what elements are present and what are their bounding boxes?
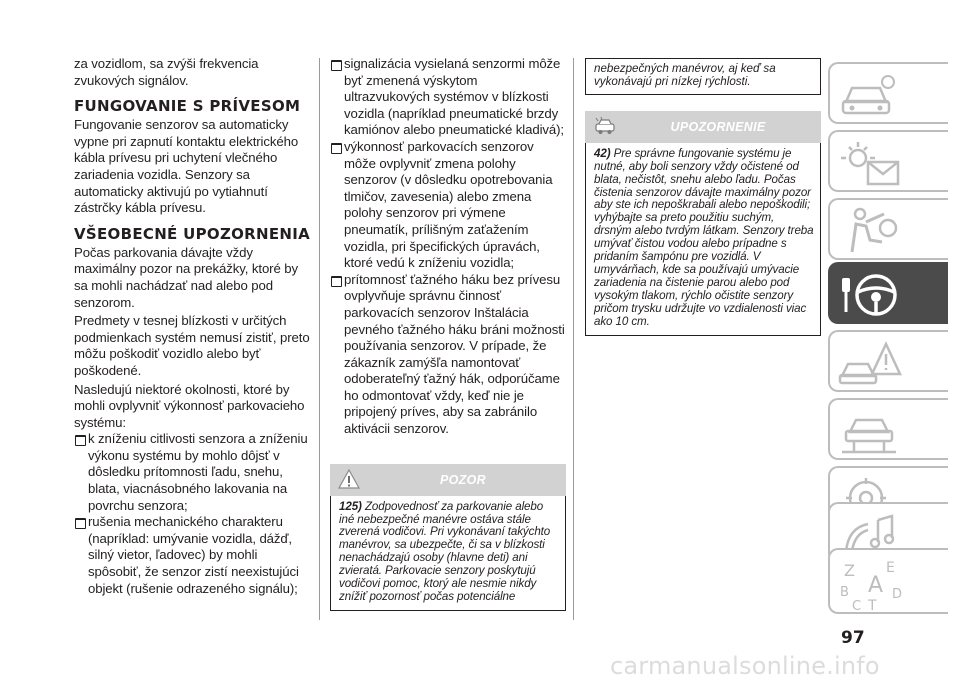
notice-title: UPOZORNENIE xyxy=(670,119,766,134)
column-divider xyxy=(319,58,320,620)
general-paragraph-3: Nasledujú niektoré okolnosti, ktoré by mohli ovplyvniť výkonnosť parkovacieho systému: xyxy=(74,381,305,430)
index-letter: D xyxy=(892,587,903,602)
tab-car-lift-service[interactable] xyxy=(828,398,948,460)
caution-body xyxy=(330,496,566,611)
caution-number: 125) xyxy=(339,499,362,513)
bullet-item: rušenia mechanického charakteru (napríklad: umývanie vozidla, dážď, silný vietor, ľadovec) by mohli spôsobiť, že senzor zistí neexistujúci objekt (rušenie odrazeného signálu); xyxy=(74,514,312,597)
notice-header xyxy=(585,111,821,143)
tab-alphabetical-index[interactable] xyxy=(828,548,948,614)
heading-trailer-operation: FUNGOVANIE S PRÍVESOM xyxy=(74,97,301,116)
index-letter: E xyxy=(886,560,895,576)
caution-text: Zodpovednosť za parkovanie alebo iné nebezpečné manévre ostáva stále zverená vodičovi. Pri vykonávaní takýchto manévrov, sa ubezpečte, či sa v blízkosti nenachádzajú osoby (hlavne deti) ani zvieratá. Parkovacie senzory poskytujú vodičovi pomoc, ktorý ale nesmie nikdy znížiť pozornosť počas potenciálne xyxy=(339,499,551,603)
notice-text: Pre správne fungovanie systému je nutné, aby boli senzory vždy očistené od blata, nečistôt, snehu alebo ľadu. Počas čistenia senzorov dávajte maximálny pozor aby ste ich nepoškrabali alebo nepoškodili; vyhýbajte sa preto použitiu suchým, drsným alebo tvrdým látkam. Senzory treba umývať čistou vodou alebo prípadne s pridaním šampónu pre vozidlá. V umyvárňach, kde sa používajú umývacie zariadenia na čistenie parou alebo pod vysokým tlakom, rýchlo očistite senzory pričom trysku udržujte vo vzdialenosti viac ako 10 cm. xyxy=(594,146,814,328)
caution-continuation-text: nebezpečných manévrov, aj keď sa vykonávajú pri nízkej rýchlosti. xyxy=(594,62,776,88)
notice-body xyxy=(585,143,821,336)
bullet-item: výkonnosť parkovacích senzorov môže ovplyvniť zmena polohy senzorov (v dôsledku opotrebovania tlmičov, zavesenia) alebo zmena polohy senzorov pri výmene pneumatík, prílišným zaťažením vozidla, pri špecifických úpravách, ktoré vedú k zníženiu vozidla; xyxy=(330,139,566,272)
notice-number: 42) xyxy=(594,146,611,160)
caution-box xyxy=(330,464,566,611)
column-right xyxy=(585,58,821,336)
caution-continuation-box xyxy=(585,58,821,95)
bullet-item: signalizácia vysielaná senzormi môže byť zmenená výskytom ultrazvukových systémov v blízkosti vozidla (napríklad pneumatické brzdy kamiónov alebo pneumatické kladivá); xyxy=(330,56,566,139)
tab-car-info[interactable] xyxy=(828,62,948,124)
general-paragraph-2: Predmety v tesnej blízkosti v určitých podmienkach systém nemusí zistiť, preto môžu poškodiť vozidlo alebo byť poškodené. xyxy=(74,313,310,378)
steering-wheel-key-icon xyxy=(838,268,902,322)
column-left xyxy=(74,56,312,597)
heading-general-warnings: VŠEOBECNÉ UPOZORNENIA xyxy=(74,224,311,243)
index-letter: A xyxy=(868,573,884,598)
column-divider xyxy=(573,58,574,620)
warning-triangle-car-icon xyxy=(838,336,902,390)
caution-header xyxy=(330,464,566,496)
tab-steering-wheel-key[interactable] xyxy=(828,262,948,324)
bullet-item: k zníženiu citlivosti senzora a zníženiu výkonu systému by mohlo dôjsť v dôsledku prítomnosti ľadu, snehu, blata, viacnásobného lakovania na povrchu senzora; xyxy=(74,431,312,514)
index-letter: T xyxy=(868,598,877,614)
page-number: 97 xyxy=(841,628,865,648)
dashboard-lights-icon xyxy=(838,136,902,190)
index-letter: C xyxy=(852,599,862,614)
watermark: carmanualsonline.info xyxy=(610,652,880,680)
car-info-icon xyxy=(838,68,898,122)
bullet-item: prítomnosť ťažného háku bez prívesu ovplyvňuje správnu činnosť parkovacích senzorov Inštalácia pevného ťažného háku bráni možnosti používania senzorov. V prípade, že zákazník zamýšľa namontovať odoberateľný ťažný hák, odporúčame ho odmontovať vždy, keď nie je pripojený príves, aby sa zabránilo aktivácii senzorov. xyxy=(330,272,566,438)
index-letter: B xyxy=(840,585,849,600)
airbag-seat-icon xyxy=(838,204,902,258)
column-middle xyxy=(330,56,566,611)
notice-box xyxy=(585,111,821,336)
intro-text: za vozidlom, sa zvýši frekvencia zvukových signálov. xyxy=(74,56,259,88)
tab-airbag-seat[interactable] xyxy=(828,198,948,260)
alphabetical-index-icon xyxy=(838,554,918,614)
general-paragraph-1: Počas parkovania dávajte vždy maximálny pozor na prekážky, ktoré by sa mohli nachádzať nad alebo pod senzorom. xyxy=(74,244,298,310)
caution-title: POZOR xyxy=(440,472,486,487)
car-lift-service-icon xyxy=(838,404,902,458)
tab-warning-triangle-car[interactable] xyxy=(828,330,948,392)
trailer-paragraph: Fungovanie senzorov sa automaticky vypne pri zapnutí kontaktu elektrického kábla prívesu pri uchytení vlečného zariadenia vozidla. Senzory sa automaticky aktivujú po vytiahnutí zástrčky kábla prívesu. xyxy=(74,117,299,216)
tab-dashboard-lights[interactable] xyxy=(828,130,948,192)
index-letter: Z xyxy=(844,561,855,580)
